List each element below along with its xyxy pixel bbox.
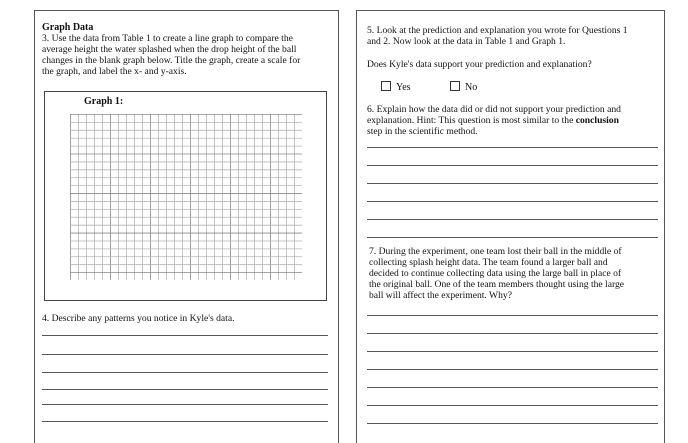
answer-line[interactable] xyxy=(367,201,658,202)
graph-1-box xyxy=(44,91,327,301)
q4-prompt: 4. Describe any patterns you notice in Kyle's data. xyxy=(42,313,235,324)
answer-line[interactable] xyxy=(42,335,328,336)
answer-line[interactable] xyxy=(367,351,658,352)
blank-graph-grid[interactable] xyxy=(70,114,302,280)
q6-line-1: 6. Explain how the data did or did not support your prediction and xyxy=(367,104,621,115)
q7-line-3: decided to continue collecting data using the large ball in place of xyxy=(369,268,622,279)
q6-conclusion-term: conclusion xyxy=(575,115,619,126)
left-column xyxy=(34,10,339,443)
q3-line-4: the graph, and label the x- and y-axis. xyxy=(42,66,187,77)
answer-line[interactable] xyxy=(367,219,658,220)
answer-line[interactable] xyxy=(367,165,658,166)
answer-line[interactable] xyxy=(42,404,328,405)
q5-question: Does Kyle's data support your prediction and explanation? xyxy=(367,59,592,70)
graph-data-heading: Graph Data xyxy=(42,22,94,33)
q3-line-2: average height the water splashed when the drop height of the ball xyxy=(42,44,297,55)
q7-line-2: collecting splash height data. The team found a larger ball and xyxy=(369,257,608,268)
answer-line[interactable] xyxy=(367,315,658,316)
q3-line-1: 3. Use the data from Table 1 to create a line graph to compare the xyxy=(42,33,293,44)
q3-line-3: changes in the blank graph below. Title the graph, create a scale for xyxy=(42,55,301,66)
answer-line[interactable] xyxy=(367,183,658,184)
q6-line-3: step in the scientific method. xyxy=(367,126,478,137)
q6-line-2-text: explanation. Hint: This question is most similar to the xyxy=(367,115,576,126)
no-checkbox[interactable] xyxy=(450,81,460,91)
answer-line[interactable] xyxy=(367,333,658,334)
no-option[interactable] xyxy=(450,81,477,93)
no-label: No xyxy=(465,82,478,93)
q6-line-2 xyxy=(367,116,619,126)
answer-line[interactable] xyxy=(367,147,658,148)
q5-line-2: and 2. Now look at the data in Table 1 and Graph 1. xyxy=(367,36,566,47)
yes-option[interactable] xyxy=(381,81,411,93)
answer-line[interactable] xyxy=(42,354,328,355)
q7-line-5: ball will affect the experiment. Why? xyxy=(369,290,512,301)
answer-line[interactable] xyxy=(367,237,658,238)
answer-line[interactable] xyxy=(42,372,328,373)
answer-line[interactable] xyxy=(42,421,328,422)
answer-line[interactable] xyxy=(367,387,658,388)
answer-line[interactable] xyxy=(367,405,658,406)
graph-1-title: Graph 1: xyxy=(84,96,124,107)
q7-line-4: the original ball. One of the team members thought using the large xyxy=(369,279,625,290)
answer-line[interactable] xyxy=(367,369,658,370)
answer-line[interactable] xyxy=(42,389,328,390)
right-column xyxy=(356,10,665,443)
q5-line-1: 5. Look at the prediction and explanation you wrote for Questions 1 xyxy=(367,25,628,36)
answer-line[interactable] xyxy=(367,423,658,424)
yes-checkbox[interactable] xyxy=(381,81,391,91)
q7-line-1: 7. During the experiment, one team lost their ball in the middle of xyxy=(369,246,622,257)
yes-label: Yes xyxy=(396,82,411,93)
